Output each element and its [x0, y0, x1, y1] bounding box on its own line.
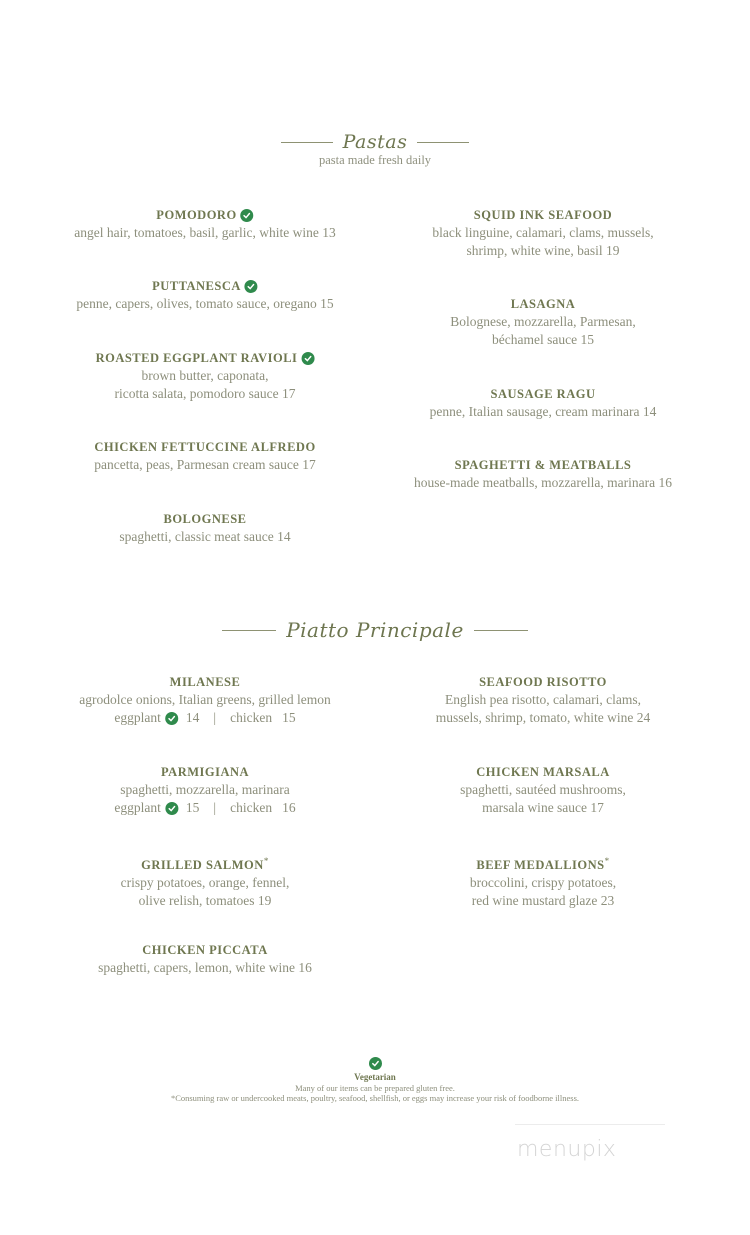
item-name: CHICKEN PICCATA [142, 943, 268, 957]
option-eggplant-price: 14 [185, 710, 200, 725]
piatto-principale-section-header [0, 618, 750, 642]
option-eggplant-price: 15 [185, 800, 200, 815]
menu-item-squid-ink-seafood [432, 206, 653, 260]
menu-item-milanese [79, 673, 331, 727]
vegetarian-icon [241, 209, 254, 222]
pastas-section-header [0, 131, 750, 168]
item-name: CHICKEN MARSALA [476, 765, 610, 779]
item-price-options [114, 799, 295, 817]
item-description: penne, Italian sausage, cream marinara 14 [429, 404, 657, 419]
item-name: BOLOGNESE [163, 512, 247, 526]
menu-item-parmigiana [114, 763, 295, 817]
menupix-watermark: menupix [517, 1137, 617, 1162]
item-name: SEAFOOD RISOTTO [479, 675, 607, 689]
pastas-subtitle: pasta made fresh daily [318, 153, 432, 167]
item-description-line-1: broccolini, crispy potatoes, [469, 875, 617, 891]
item-name: GRILLED SALMON [141, 858, 264, 873]
item-description-line-2: marsala wine sauce 17 [482, 800, 604, 815]
gluten-free-note: Many of our items can be prepared gluten free. [295, 1083, 455, 1093]
item-description-line-1: brown butter, caponata, [141, 368, 269, 383]
option-chicken-label: chicken [230, 800, 273, 815]
item-name: POMODORO [156, 208, 237, 222]
divider-right [474, 630, 528, 631]
divider-left [222, 630, 276, 631]
menu-item-seafood-risotto [436, 673, 650, 727]
menu-item-puttanesca [76, 277, 333, 313]
vegetarian-icon [245, 280, 258, 293]
item-description-line-1: English pea risotto, calamari, clams, [444, 692, 642, 707]
consumer-warning: *Consuming raw or undercooked meats, poultry, seafood, shellfish, or eggs may increase your risk of foodborne illness. [170, 1093, 580, 1103]
option-chicken-price: 15 [282, 710, 296, 725]
menu-item-chicken-marsala [460, 763, 626, 817]
divider-right [417, 142, 469, 143]
menu-item-roasted-eggplant-ravioli [96, 349, 315, 403]
vegetarian-icon [301, 352, 314, 365]
menu-item-spaghetti-meatballs [414, 456, 672, 492]
menu-item-bolognese [119, 510, 290, 546]
item-description-line-1: Bolognese, mozzarella, Parmesan, [450, 314, 636, 329]
item-description-line-2: shrimp, white wine, basil 19 [466, 243, 620, 258]
item-description-line-2: mussels, shrimp, tomato, white wine 24 [435, 710, 651, 725]
pastas-title: Pastas [342, 131, 408, 153]
menu-item-chicken-fettuccine-alfredo [94, 438, 316, 474]
option-eggplant-label: eggplant [114, 800, 161, 815]
item-description: spaghetti, mozzarella, marinara [120, 782, 290, 797]
item-description-line-2: béchamel sauce 15 [492, 332, 594, 347]
item-description: spaghetti, classic meat sauce 14 [119, 529, 291, 544]
menu-item-pomodoro [74, 206, 336, 242]
item-description-line-1: black linguine, calamari, clams, mussels, [432, 225, 654, 240]
item-description-line-1: crispy potatoes, orange, fennel, [120, 875, 290, 891]
raw-warning-mark: * [604, 856, 610, 866]
item-description: pancetta, peas, Parmesan cream sauce 17 [94, 457, 316, 472]
item-name: ROASTED EGGPLANT RAVIOLI [95, 351, 298, 365]
option-separator: | [213, 710, 217, 725]
option-eggplant-label: eggplant [114, 710, 161, 725]
item-name: SAUSAGE RAGU [490, 387, 596, 401]
vegetarian-legend-label: Vegetarian [354, 1072, 396, 1082]
item-name: MILANESE [169, 675, 241, 689]
menu-item-sausage-ragu [430, 385, 657, 421]
item-name: PUTTANESCA [152, 279, 241, 293]
option-chicken-label: chicken [230, 710, 273, 725]
piatto-principale-title: Piatto Principale [286, 618, 464, 642]
item-name: BEEF MEDALLIONS [476, 858, 605, 873]
vegetarian-icon [165, 802, 178, 815]
item-price-options [79, 709, 331, 727]
vegetarian-legend-icon [369, 1057, 382, 1070]
menu-item-beef-medallions [470, 852, 616, 910]
item-description: penne, capers, olives, tomato sauce, oregano 15 [76, 296, 334, 311]
raw-warning-mark: * [263, 856, 269, 866]
item-description: house-made meatballs, mozzarella, marinara 16 [414, 475, 672, 490]
item-name: LASAGNA [510, 297, 576, 311]
menu-footer [0, 1054, 750, 1103]
item-name: PARMIGIANA [160, 765, 250, 779]
item-description-line-2: olive relish, tomatoes 19 [138, 893, 272, 909]
item-description: angel hair, tomatoes, basil, garlic, white wine 13 [74, 225, 336, 240]
menu-item-chicken-piccata [98, 941, 312, 977]
item-description: agrodolce onions, Italian greens, grilled lemon [79, 692, 331, 707]
item-description-line-2: ricotta salata, pomodoro sauce 17 [114, 386, 296, 401]
item-name: SQUID INK SEAFOOD [473, 208, 613, 222]
option-separator: | [213, 800, 217, 815]
item-description-line-2: red wine mustard glaze 23 [471, 893, 615, 909]
divider-left [281, 142, 333, 143]
item-name: SPAGHETTI & MEATBALLS [454, 458, 632, 472]
item-name: CHICKEN FETTUCCINE ALFREDO [94, 440, 316, 454]
menu-item-grilled-salmon [121, 852, 290, 910]
item-description-line-1: spaghetti, sautéed mushrooms, [460, 782, 626, 797]
item-description: spaghetti, capers, lemon, white wine 16 [98, 960, 312, 975]
vegetarian-icon [165, 712, 178, 725]
menu-item-lasagna [450, 295, 636, 349]
watermark-divider [515, 1124, 665, 1125]
option-chicken-price: 16 [282, 800, 296, 815]
